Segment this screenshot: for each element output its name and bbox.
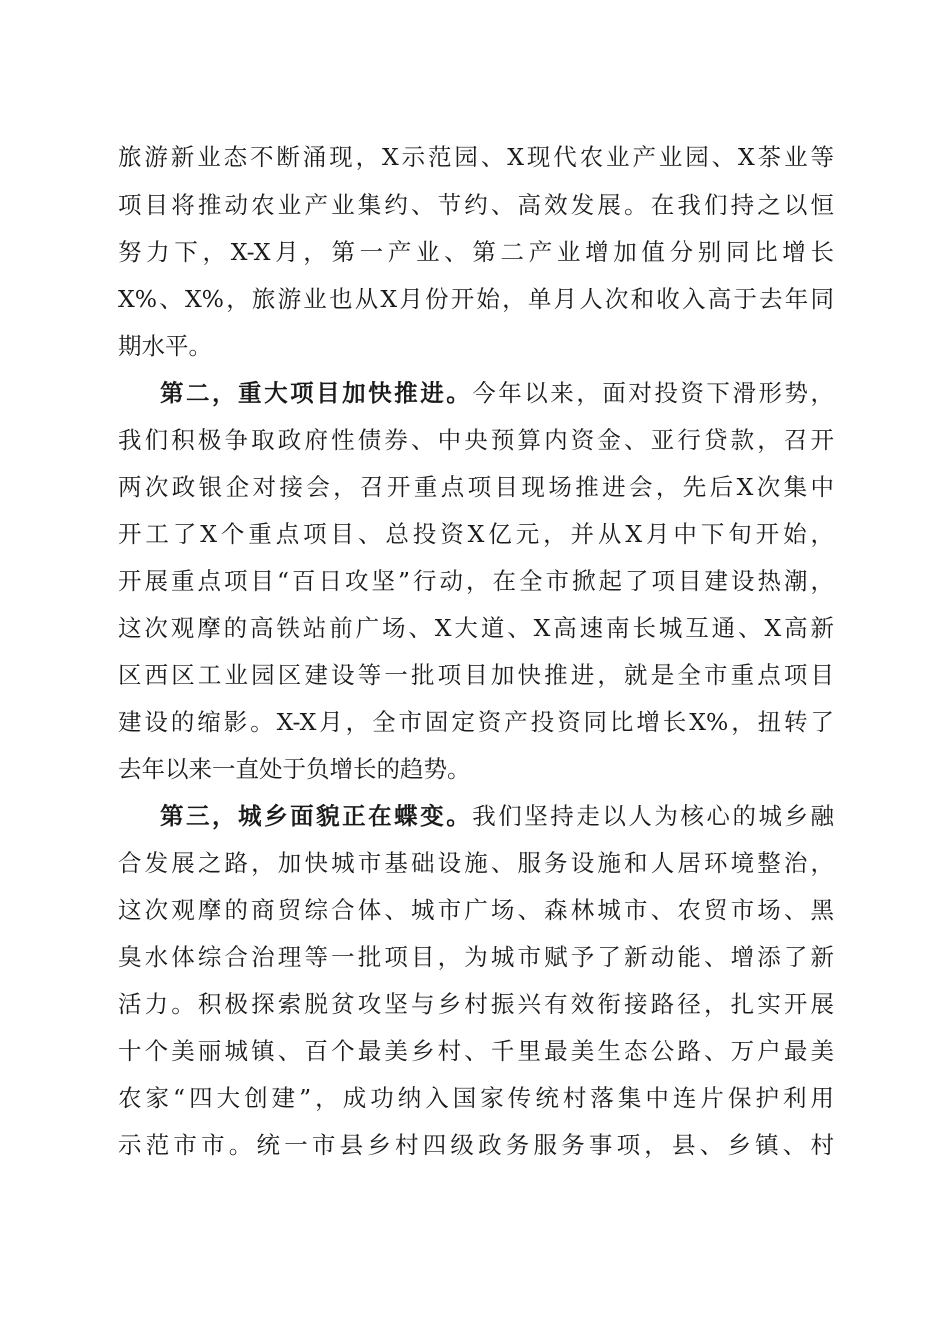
text-line: 开工了X个重点项目、总投资X亿元，并从X月中下旬开始， bbox=[118, 520, 834, 548]
text-line: 两次政银企对接会，召开重点项目现场推进会，先后X次集中 bbox=[118, 473, 834, 501]
text-line: 期水平。 bbox=[118, 332, 212, 360]
paragraph-first-line bbox=[160, 373, 834, 413]
text-line: 开展重点项目“百日攻坚”行动，在全市掀起了项目建设热潮， bbox=[118, 567, 834, 595]
text-line: 合发展之路，加快城市基础设施、服务设施和人居环境整治， bbox=[118, 849, 834, 877]
text-line: X%、X%，旅游业也从X月份开始，单月人次和收入高于去年同 bbox=[118, 285, 834, 313]
paragraph-heading: 第二，重大项目加快推进。 bbox=[160, 379, 473, 407]
text-line: 我们积极争取政府性债券、中央预算内资金、亚行贷款，召开 bbox=[118, 426, 834, 454]
paragraph-text: 我们坚持走以人为核心的城乡融 bbox=[472, 802, 835, 830]
text-line: 示范市市。统一市县乡村四级政务服务事项，县、乡镇、村 bbox=[118, 1131, 834, 1159]
text-line: 努力下，X-X月，第一产业、第二产业增加值分别同比增长 bbox=[118, 238, 834, 266]
text-line: 活力。积极探索脱贫攻坚与乡村振兴有效衔接路径，扎实开展 bbox=[118, 990, 834, 1018]
text-line: 农家“四大创建”，成功纳入国家传统村落集中连片保护利用 bbox=[118, 1084, 834, 1112]
text-line: 去年以来一直处于负增长的趋势。 bbox=[118, 755, 471, 783]
paragraph-text: 今年以来，面对投资下滑形势， bbox=[472, 379, 835, 407]
paragraph-heading: 第三，城乡面貌正在蝶变。 bbox=[160, 802, 473, 830]
text-line: 臭水体综合治理等一批项目，为城市赋予了新动能、增添了新 bbox=[118, 943, 834, 971]
text-line: 建设的缩影。X-X月，全市固定资产投资同比增长X%，扭转了 bbox=[118, 708, 834, 736]
text-line: 旅游新业态不断涌现，X示范园、X现代农业产业园、X茶业等 bbox=[118, 143, 834, 171]
paragraph-first-line bbox=[160, 796, 834, 836]
text-line: 这次观摩的高铁站前广场、X大道、X高速南长城互通、X高新 bbox=[118, 614, 834, 642]
text-line: 项目将推动农业产业集约、节约、高效发展。在我们持之以恒 bbox=[118, 191, 834, 219]
text-line: 十个美丽城镇、百个最美乡村、千里最美生态公路、万户最美 bbox=[118, 1037, 834, 1065]
text-line: 这次观摩的商贸综合体、城市广场、森林城市、农贸市场、黑 bbox=[118, 896, 834, 924]
text-line: 区西区工业园区建设等一批项目加快推进，就是全市重点项目 bbox=[118, 661, 834, 689]
